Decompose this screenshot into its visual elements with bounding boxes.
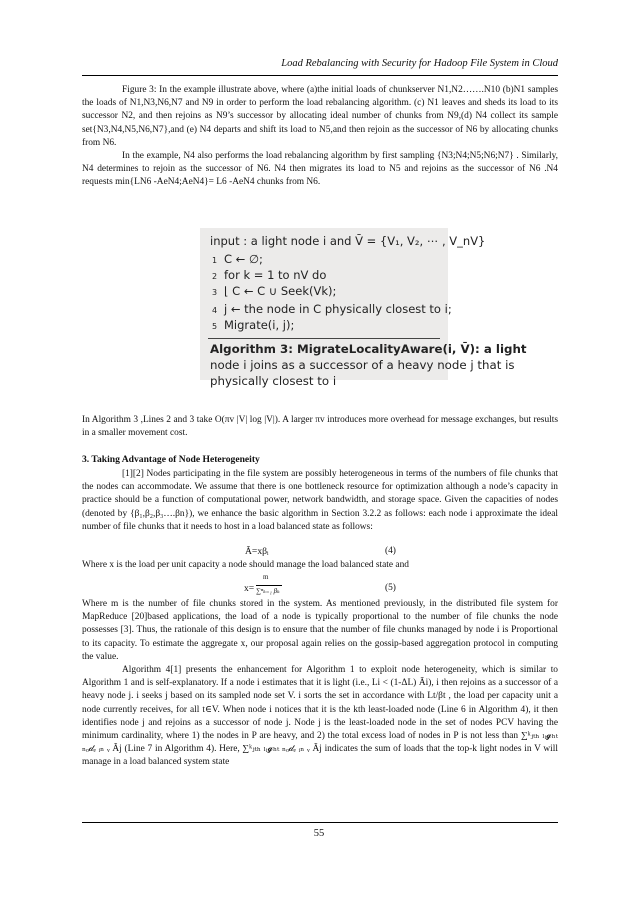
heterogeneity-paragraph: [1][2] Nodes participating in the file system are possibly heterogeneous in terms of the numbers of file chunks that the nodes can accommodate. We assume that there is one bottleneck resource for optimization although a node’s capacity in practice should be a function of computational power, network bandwidth, and storage space. Given the capacities of nodes (denoted by {β₁,β₂,β₃….βn}), we enhance the basic algorithm in Section 3.2.2 as follows: each node i approximate the ideal number of file chunks that it needs to host in a load balanced state as follows: [82, 469, 558, 532]
algorithm-line-2: 2 for k = 1 to nV do [212, 268, 327, 282]
algorithm-4-paragraph: Algorithm 4[1] presents the enhancement for Algorithm 1 to exploit node heterogeneity, which is similar to Algorithm 1 and is self-explanatory. If a node i estimates that it is light (i.e., Li < (1-ΔL) Ãi), i then rejoins as a successor of a heavy node j. i seeks j based on its sampled node set V. i sorts the set in accordance with Lt/βt , the load per capacity unit a node currently receives, for all t∈V. When node i notices that it is the kth least-loaded node (Line 6 in Algorithm 4), it then identifies node j and rejoins as a successor of node j. Node j is the least-loaded node in the set of nodes PCV having the minimum cardinality, where 1) the nodes in P are heavy, and 2) the total excess load of nodes in P is not less than ∑ᵏⱼₜₕ ₗᵢ𝓰ₕₜ ₙₒ𝒹ₑ ᵢₙ ᵥ Ãj (Line 7 in Algorithm 4). Here, ∑ᵏⱼₜₕ ₗᵢ𝓰ₕₜ ₙₒ𝒹ₑ ᵢₙ ᵥ Ãj indicates the sum of loads that the top-k light nodes in V will manage in a load balanced system state [82, 665, 558, 768]
algorithm-line-4: 4 j ← the node in C physically closest to i; [212, 302, 452, 316]
eq-5-where-clause: Where m is the number of file chunks stored in the system. As mentioned previously, in the distributed file system for MapReduce [20]based applications, the load of a node is typically proportional to the number of file chunks the node possesses [3]. Thus, the rationale of this design is to ensure that the number of file chunks managed by node i is Proportional to its capacity. To estimate the aggregate x, our proposal again relies on the gossip-based aggregation protocol in computing the value. [82, 599, 558, 662]
algorithm-caption-rule [208, 338, 440, 339]
figure-3-description: Figure 3: In the example illustrate above, where (a)the initial loads of chunkserver N1,N2…….N10 (b)N1 samples the loads of N1,N3,N6,N7 and N9 in order to perform the load rebalancing algorithm. (c) N1 leaves and sheds its load to its successor N2, and then rejoins as N9’s successor by allocating ideal number of chunks from N9,(d) N4 collect its sample set{N3,N4,N5,N6,N7},and (e) N4 departs and shift its load to N5,and then rejoin as the successor of N6 by allocating chunks from N6. [82, 85, 558, 148]
eq-4-where-clause: Where x is the load per unit capacity a node should manage the load balanced state and [82, 560, 409, 570]
equation-4-number: (4) [385, 546, 396, 556]
header-rule [82, 75, 558, 76]
algorithm-caption-line-3: physically closest to i [210, 374, 337, 388]
algorithm-input-line: input : a light node i and V̄ = {V₁, V₂, ⋯ , V_nV} [210, 234, 486, 248]
equation-4: Ã=xβᵢ [245, 546, 269, 557]
page-number: 55 [313, 828, 325, 839]
equation-5-lhs: x= [244, 583, 255, 594]
algorithm-line-5: 5 Migrate(i, j); [212, 318, 295, 332]
algorithm-3-figure [200, 228, 527, 388]
algorithm-3-discussion: In Algorithm 3 ,Lines 2 and 3 take O(πv |V| log |V|). A larger πv introduces more overhead for message exchanges, but results in a smaller movement cost. [82, 415, 558, 439]
algorithm-line-3: 3 ⌊ C ← C ∪ Seek(Vk); [212, 284, 337, 298]
equation-5-denominator: ∑ⁿₖ₌₁ βₖ [256, 587, 280, 595]
running-header: Load Rebalancing with Security for Hadoop File System in Cloud [281, 58, 558, 69]
algorithm-caption-line-2: node i joins as a successor of a heavy node j that is [210, 358, 515, 372]
algorithm-line-1: 1 C ← ∅; [212, 252, 263, 266]
section-heading: 3. Taking Advantage of Node Heterogeneity [82, 454, 260, 465]
algorithm-caption-line-1: Algorithm 3: MigrateLocalityAware(i, V̄): a light [210, 342, 527, 356]
equation-5-numerator: m [263, 573, 269, 581]
example-paragraph: In the example, N4 also performs the load rebalancing algorithm by first sampling {N3;N4;N5;N6;N7} . Similarly, N4 determines to rejoin as the successor of N6. N4 then migrates its load to N5 and rejoins as the successor of N6 .N4 requests min{LN6 -AeN4;AeN4}= L6 -AeN4 chunks from N6. [82, 151, 558, 188]
footer-rule [82, 822, 558, 823]
equation-5-number: (5) [385, 583, 396, 593]
equation-5-fraction-bar [256, 585, 282, 586]
